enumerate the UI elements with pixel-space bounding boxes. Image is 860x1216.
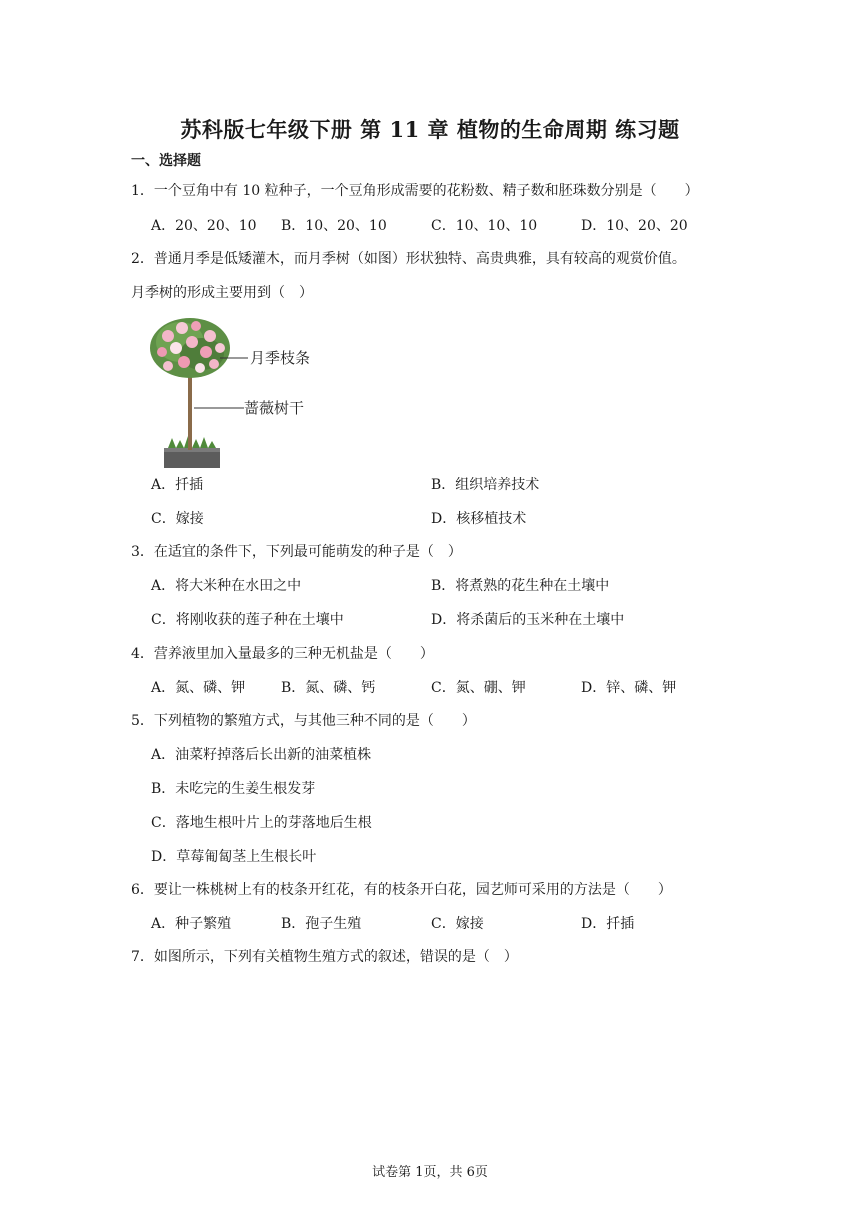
q6-option-d: D．扦插: [581, 916, 635, 932]
page-footer: 试卷第 1页，共 6页: [372, 1165, 488, 1180]
q6-option-b: B．孢子生殖: [281, 916, 362, 932]
q1-option-a: A．20、20、10: [151, 218, 257, 234]
rose-tree-illustration: [138, 312, 328, 468]
q3-option-a: A．将大米种在水田之中: [151, 578, 302, 594]
question-2: 2．普通月季是低矮灌木，而月季树（如图）形状独特、高贵典雅，具有较高的观赏价值。: [131, 251, 686, 267]
question-7: 7．如图所示，下列有关植物生殖方式的叙述，错误的是（ ）: [131, 949, 518, 965]
q1-option-d: D．10、20、20: [581, 218, 688, 234]
q1-option-c: C．10、10、10: [431, 218, 538, 234]
question-2-line-2: 月季树的形成主要用到（ ）: [131, 285, 313, 301]
question-1: 1．一个豆角中有 10 粒种子，一个豆角形成需要的花粉数、精子数和胚珠数分别是（ ）: [131, 183, 699, 199]
q4-option-d: D．锌、磷、钾: [581, 680, 677, 696]
q1-option-b: B．10、20、10: [281, 218, 387, 234]
q2-option-d: D．核移植技术: [431, 511, 527, 527]
question-5: 5．下列植物的繁殖方式，与其他三种不同的是（ ）: [131, 713, 476, 729]
q2-option-c: C．嫁接: [151, 511, 204, 527]
page-title: 苏科版七年级下册 第 11 章 植物的生命周期 练习题: [180, 117, 680, 142]
section-heading: 一、选择题: [131, 153, 201, 169]
q3-option-d: D．将杀菌后的玉米种在土壤中: [431, 612, 625, 628]
q4-option-c: C．氮、硼、钾: [431, 680, 526, 696]
q5-option-d: D．草莓匍匐茎上生根长叶: [151, 849, 317, 865]
label-rose-branch: 月季枝条: [250, 350, 311, 367]
rose-tree-figure: [138, 312, 328, 468]
q3-option-b: B．将煮熟的花生种在土壤中: [431, 578, 610, 594]
q6-option-a: A．种子繁殖: [151, 916, 232, 932]
question-3: 3．在适宜的条件下，下列最可能萌发的种子是（ ）: [131, 544, 462, 560]
q6-option-c: C．嫁接: [431, 916, 484, 932]
q5-option-b: B．未吃完的生姜生根发芽: [151, 781, 316, 797]
question-4: 4．营养液里加入量最多的三种无机盐是（ ）: [131, 646, 434, 662]
q4-option-a: A．氮、磷、钾: [151, 680, 246, 696]
question-6: 6．要让一株桃树上有的枝条开红花，有的枝条开白花，园艺师可采用的方法是（ ）: [131, 882, 672, 898]
label-trunk: 蔷薇树干: [244, 400, 305, 417]
q4-option-b: B．氮、磷、钙: [281, 680, 376, 696]
q2-option-a: A．扦插: [151, 477, 204, 493]
q5-option-c: C．落地生根叶片上的芽落地后生根: [151, 815, 372, 831]
q5-option-a: A．油菜籽掉落后长出新的油菜植株: [151, 747, 372, 763]
q3-option-c: C．将刚收获的莲子种在土壤中: [151, 612, 344, 628]
q2-option-b: B．组织培养技术: [431, 477, 540, 493]
